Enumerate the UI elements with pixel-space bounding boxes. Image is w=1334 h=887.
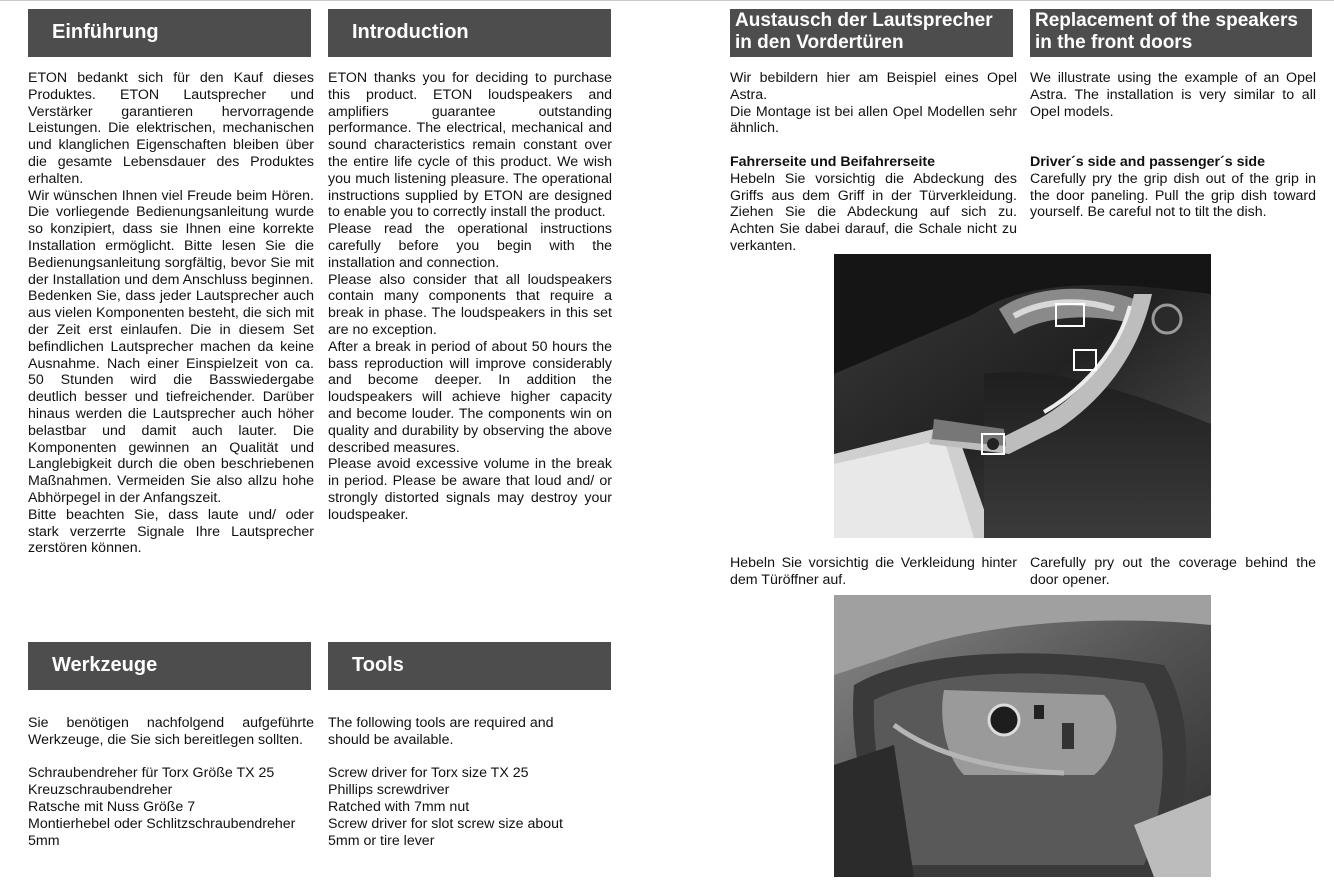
introduction-paragraph: ETON thanks you for deciding to purchase this product. ETON loudspeakers and amplifiers guarantee outstanding performance. The electrical, mechanical and sound characteristics remain constant over the entire life cycle of this product. We wish you much listening pleasure. The operational instructions supplied by ETON are designed to enable you to correctly install the product. <box>328 70 612 221</box>
einfuehrung-body <box>28 70 314 557</box>
replacement-step2-block <box>1030 555 1316 589</box>
werkzeuge-item: Kreuzschraubendreher <box>28 782 173 799</box>
tools-body <box>328 715 588 849</box>
werkzeuge-item: Montierhebel oder Schlitzschraubendreher 5mm <box>28 815 296 849</box>
einfuehrung-paragraph: ETON bedankt sich für den Kauf dieses Produktes. ETON Lautsprecher und Verstärker garantieren hervorragende Leistungen. Die elektrischen, mechanischen und klanglichen Eigenschaften bleiben über die gesamte Lebensdauer des Produktes erhalten. <box>28 70 314 187</box>
tools-header <box>328 642 611 690</box>
einfuehrung-title: Einführung <box>52 21 159 43</box>
austausch-intro-line: Die Montage ist bei allen Opel Modellen sehr ähnlich. <box>730 103 1017 137</box>
einfuehrung-header <box>28 9 311 57</box>
introduction-body <box>328 70 612 524</box>
replacement-title-line1: Replacement of the speakers <box>1035 10 1298 31</box>
door-opener-photo-icon <box>834 595 1211 877</box>
door-grip-photo <box>834 254 1211 538</box>
werkzeuge-body <box>28 715 314 849</box>
einfuehrung-paragraph: Wir wünschen Ihnen viel Freude beim Hören. Die vorliegende Bedienungsanleitung wurde so konzipiert, dass sie Ihnen eine korrekte Installation ermöglicht. Bitte lesen Sie die Bedienungsanleitung sorgfältig, bevor Sie mit der Installation und dem Anschluss beginnen. <box>28 187 314 288</box>
einfuehrung-paragraph: Bedenken Sie, dass jeder Lautsprecher auch aus vielen Komponenten besteht, die sich mit der Zeit erst einlaufen. Die in diesem Set befindlichen Lautsprecher machen da keine Ausnahme. Nach einer Einspielzeit von ca. 50 Stunden wird die Basswiedergabe deutlich besser und tiefreichender. Darüber hinaus werden die Lautsprecher auch höher belastbar und damit auch lauter. Die Komponenten gewinnen an Qualität und Langlebigkeit durch die oben beschriebenen Maßnahmen. Vermeiden Sie also allzu hohe Abhörpegel in der Anfangszeit. <box>28 288 314 506</box>
austausch-subheading: Fahrerseite und Beifahrerseite <box>730 154 936 170</box>
werkzeuge-item: Schraubendreher für Torx Größe TX 25 <box>28 765 275 782</box>
werkzeuge-header <box>28 642 311 690</box>
austausch-step2: Hebeln Sie vorsichtig die Verkleidung hinter dem Türöffner auf. <box>730 555 1017 588</box>
replacement-step1: Carefully pry the grip dish out of the grip in the door paneling. Pull the grip dish toward yourself. Be careful not to tilt the dish. <box>1030 170 1316 221</box>
einfuehrung-paragraph: Bitte beachten Sie, dass laute und/ oder stark verzerrte Signale Ihre Lautsprecher zerstören können. <box>28 506 314 557</box>
replacement-step1-block <box>1030 154 1316 221</box>
tools-item: Phillips screwdriver <box>328 782 450 799</box>
werkzeuge-title: Werkzeuge <box>52 654 158 676</box>
introduction-title: Introduction <box>352 21 469 43</box>
werkzeuge-intro: Sie benötigen nachfolgend aufgeführte Werkzeuge, die Sie sich bereitlegen sollten. <box>28 715 314 748</box>
page-top-rule <box>0 0 1334 1</box>
werkzeuge-item: Ratsche mit Nuss Größe 7 <box>28 798 196 815</box>
introduction-paragraph: Please avoid excessive volume in the break in period. Please be aware that loud and/ or strongly distorted signals may destroy your loudspeaker. <box>328 456 612 523</box>
replacement-header <box>1030 9 1312 57</box>
replacement-intro-block <box>1030 70 1316 120</box>
austausch-intro <box>730 70 1017 137</box>
austausch-header <box>730 9 1013 57</box>
tools-intro: The following tools are required and should be available. <box>328 715 554 748</box>
austausch-title-line2: in den Vordertüren <box>735 32 904 53</box>
tools-title: Tools <box>352 654 404 676</box>
austausch-intro-line: Wir bebildern hier am Beispiel eines Opel Astra. <box>730 70 1017 103</box>
introduction-paragraph: Please read the operational instructions carefully before you begin with the installation and connection. <box>328 221 612 271</box>
replacement-intro: We illustrate using the example of an Opel Astra. The installation is very similar to all Opel models. <box>1030 70 1316 120</box>
replacement-step2: Carefully pry out the coverage behind the door opener. <box>1030 555 1316 588</box>
replacement-title-line2: in the front doors <box>1035 32 1193 53</box>
tools-item: Ratched with 7mm nut <box>328 798 470 815</box>
austausch-step2-block <box>730 555 1017 589</box>
tools-item: Screw driver for Torx size TX 25 <box>328 765 529 782</box>
introduction-header <box>328 9 611 57</box>
introduction-paragraph: After a break in period of about 50 hours the bass reproduction will improve considerably and become deeper. In addition the loudspeakers will achieve higher capacity and become louder. The components win on quality and durability by observing the above described measures. <box>328 338 612 456</box>
introduction-paragraph: Please also consider that all loudspeakers contain many components that require a break in phase. The loudspeakers in this set are no exception. <box>328 271 612 338</box>
tools-item: Screw driver for slot screw size about 5mm or tire lever <box>328 815 563 849</box>
austausch-step1-block <box>730 154 1017 255</box>
replacement-subheading: Driver´s side and passenger´s side <box>1030 154 1265 170</box>
austausch-title-line1: Austausch der Lautsprecher <box>735 10 993 31</box>
door-grip-photo-icon <box>834 254 1211 538</box>
door-opener-photo <box>834 595 1211 877</box>
austausch-step1: Hebeln Sie vorsichtig die Abdeckung des Griffs aus dem Griff in der Türverkleidung. Ziehen Sie die Abdeckung auf sich zu. Achten Sie dabei darauf, die Schale nicht zu verkanten. <box>730 170 1017 254</box>
